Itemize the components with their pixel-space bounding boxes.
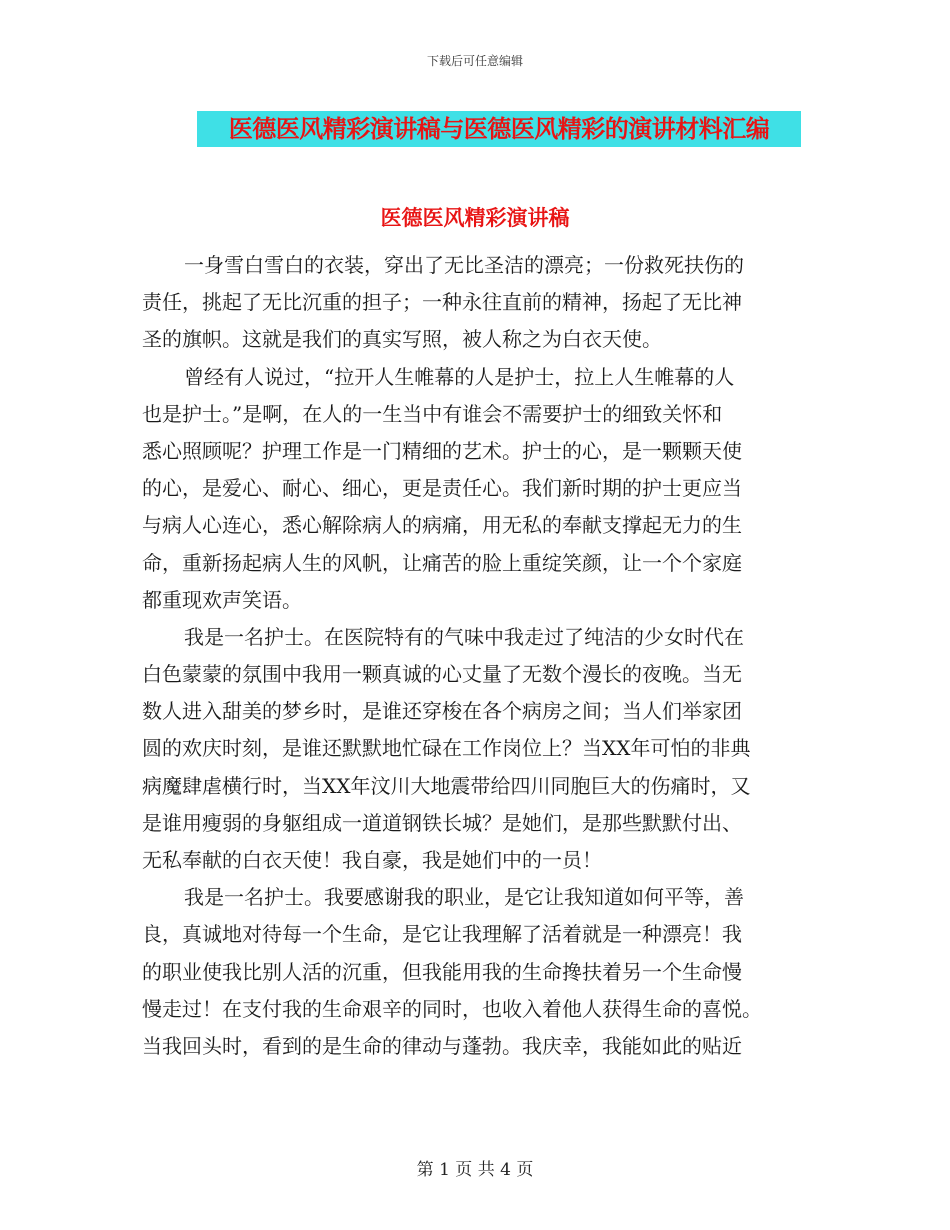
text-line: 当我回头时，看到的是生命的律动与蓬勃。我庆幸，我能如此的贴近 xyxy=(142,1033,742,1058)
text-line: 我是一名护士。我要感谢我的职业，是它让我知道如何平等，善 xyxy=(184,885,744,910)
page-number: 第 1 页 共 4 页 xyxy=(416,1160,534,1180)
header-note: 下载后可任意编辑 xyxy=(426,54,523,68)
text-line: 病魔肆虐横行时，当XX年汶川大地震带给四川同胞巨大的伤痛时，又 xyxy=(142,773,751,798)
text-line: 命，重新扬起病人生的风帆，让痛苦的脸上重绽笑颜，让一个个家庭 xyxy=(142,550,742,575)
text-line: 与病人心连心，悉心解除病人的病痛，用无私的奉献支撑起无力的生 xyxy=(142,513,742,538)
text-line: 白色蒙蒙的氛围中我用一颗真诚的心丈量了无数个漫长的夜晚。当无 xyxy=(142,662,742,687)
text-line: 悉心照顾呢？护理工作是一门精细的艺术。护士的心，是一颗颗天使 xyxy=(142,438,742,463)
text-line: 曾经有人说过，“拉开人生帷幕的人是护士，拉上人生帷幕的人 xyxy=(184,364,735,389)
text-line: 圣的旗帜。这就是我们的真实写照，被人称之为白衣天使。 xyxy=(142,327,662,352)
text-line: 的职业使我比别人活的沉重，但我能用我的生命搀扶着另一个生命慢 xyxy=(142,959,742,984)
text-line: 责任，挑起了无比沉重的担子；一种永往直前的精神，扬起了无比神 xyxy=(142,290,742,315)
text-line: 慢走过！在支付我的生命艰辛的同时，也收入着他人获得生命的喜悦。 xyxy=(142,996,762,1021)
text-line: 数人进入甜美的梦乡时，是谁还穿梭在各个病房之间；当人们举家团 xyxy=(142,699,742,724)
text-line: 无私奉献的白衣天使！我自豪，我是她们中的一员！ xyxy=(142,848,602,872)
text-line: 良，真诚地对待每一个生命，是它让我理解了活着就是一种漂亮！我 xyxy=(142,922,742,947)
text-line: 一身雪白雪白的衣装，穿出了无比圣洁的漂亮；一份救死扶伤的 xyxy=(184,253,744,277)
text-line: 都重现欢声笑语。 xyxy=(142,587,302,612)
document-title: 医德医风精彩演讲稿与医德医风精彩的演讲材料汇编 xyxy=(228,115,770,143)
text-line: 也是护士。”是啊，在人的一生当中有谁会不需要护士的细致关怀和 xyxy=(142,401,723,426)
section-title: 医德医风精彩演讲稿 xyxy=(380,206,570,230)
text-line: 的心，是爱心、耐心、细心，更是责任心。我们新时期的护士更应当 xyxy=(142,476,742,501)
text-line: 是谁用瘦弱的身躯组成一道道钢铁长城？是她们，是那些默默付出、 xyxy=(142,810,742,835)
text-line: 我是一名护士。在医院特有的气味中我走过了纯洁的少女时代在 xyxy=(184,624,744,649)
text-line: 圆的欢庆时刻，是谁还默默地忙碌在工作岗位上？当XX年可怕的非典 xyxy=(142,736,751,761)
body-text xyxy=(142,247,812,1065)
